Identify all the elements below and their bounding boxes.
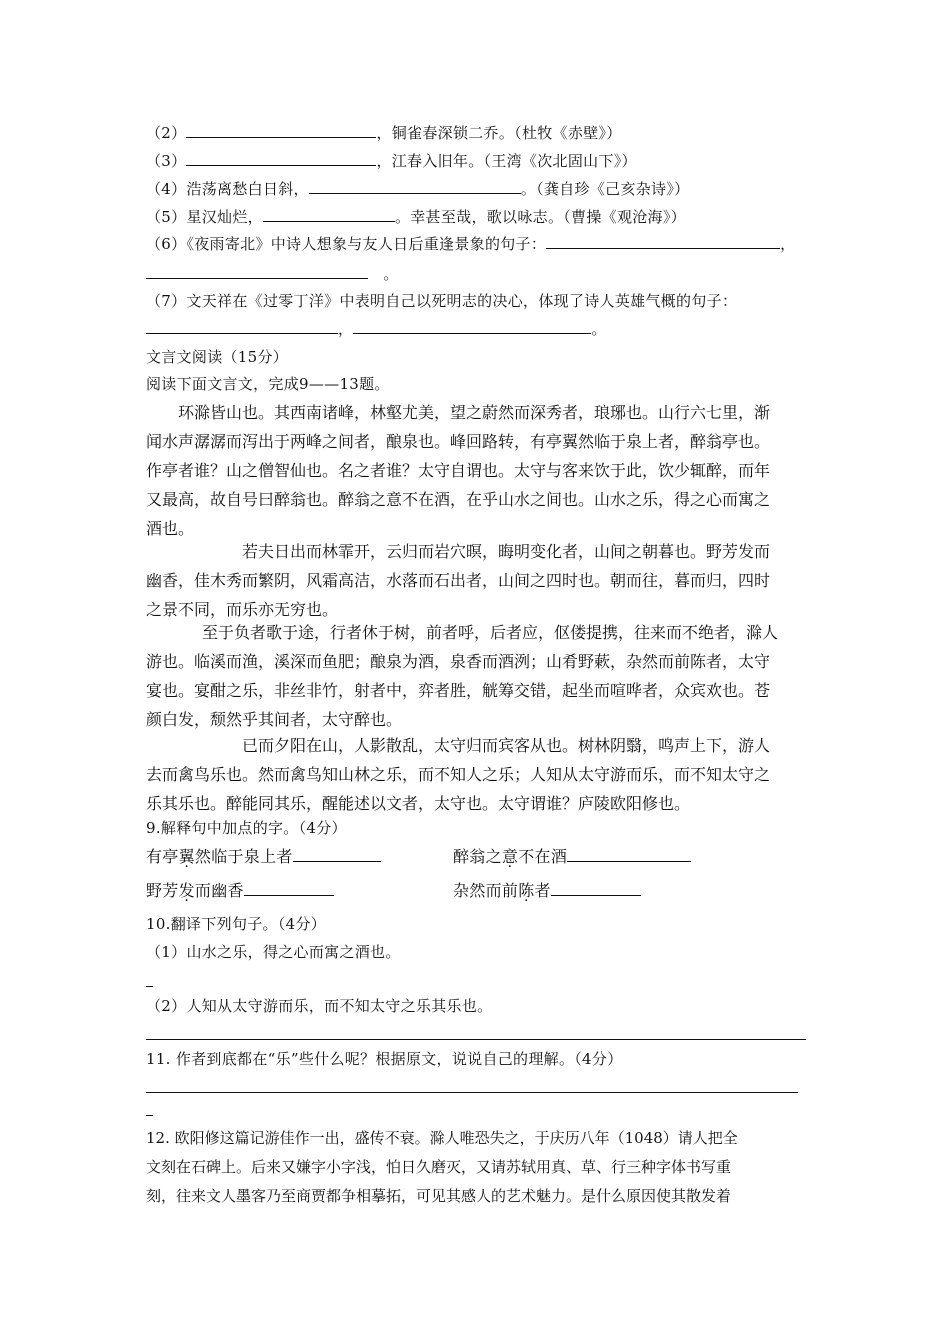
q10-sentence-1: （1）山水之乐，得之心而寓之酒也。 <box>146 943 401 961</box>
q10-title: 10.翻译下列句子。（4分） <box>146 915 327 933</box>
answer-blank[interactable] <box>309 178 521 194</box>
answer-blank[interactable] <box>546 233 780 249</box>
answer-blank[interactable] <box>146 1115 153 1116</box>
passage-paragraph-3: 至于负者歌于途，行者休于树，前者呼，后者应，伛偻提携，往来而不绝者，滁人 游也。临溪而渔，溪深而鱼肥；酿泉为酒，泉香而酒洌；山肴野蔌，杂然而前陈者，太守 宴也。宴酣之乐，非丝非竹，射者中，弈者胜，觥筹交错，起坐而喧哗者，众宾欢也。苍 颜白发，颓然乎其间者，太守醉也。 <box>146 623 779 729</box>
passage-paragraph-1: 环滁皆山也。其西南诸峰，林壑尤美，望之蔚然而深秀者，琅琊也。山行六七里，渐 闻水声潺潺而泻出于两峰之间者，酿泉也。峰回路转，有亭翼然临于泉上者，醉翁亭也。 作亭者谁？山之僧智仙也。名之者谁？太守自谓也。太守与客来饮于此，饮少辄醉，而年 又最高，故自号曰醉翁也。醉翁之意不在酒，在乎山水之间也。山水之乐，得之心而寓之 酒也。 <box>146 403 771 538</box>
answer-blank[interactable] <box>551 880 641 896</box>
q10-sentence-2: （2）人知从太守游而乐，而不知太守之乐其乐也。 <box>146 997 493 1015</box>
poem-q7: （7）文天祥在《过零丁洋》中表明自己以死明志的决心，体现了诗人英雄气概的句子： <box>146 292 738 310</box>
passage-paragraph-4: 已而夕阳在山，人影散乱，太守归而宾客从也。树林阴翳，鸣声上下，游人 去而禽鸟乐也。然而禽鸟知山林之乐，而不知人之乐；人知从太守游而乐，而不知太守之 乐其乐也。醉能同其乐，醒能述以文者，太守也。太守谓谁？庐陵欧阳修也。 <box>146 736 771 813</box>
answer-blank[interactable] <box>244 880 334 896</box>
q11-title: 11. 作者到底都在“乐”些什么呢？根据原文，说说自己的理解。（4分） <box>146 1050 623 1068</box>
poem-q4: （4）浩荡离愁白日斜， 。（龚自珍《己亥杂诗》） <box>146 180 690 198</box>
poem-q6-line2: 。 <box>146 263 399 284</box>
section-title: 文言文阅读（15分） <box>146 348 289 366</box>
answer-blank[interactable] <box>146 986 153 987</box>
poem-q7-line2: ， 。 <box>146 318 607 339</box>
q9-item-a: 有亭翼然临于泉上者 <box>146 846 381 867</box>
answer-line[interactable] <box>146 1092 798 1093</box>
answer-blank[interactable] <box>146 263 368 279</box>
answer-blank[interactable] <box>146 318 338 334</box>
answer-blank[interactable] <box>353 318 591 334</box>
answer-blank[interactable] <box>263 206 395 222</box>
q9-item-c: 野芳发而幽香 <box>146 880 334 901</box>
answer-blank[interactable] <box>567 846 691 862</box>
q9-item-b: 醉翁之意不在酒 <box>453 846 691 867</box>
q12-text: 12. 欧阳修这篇记游佳作一出，盛传不衰。滁人唯恐失之，于庆历八年（1048）请人把全 文刻在石碑上。后来又嫌字小字浅，怕日久磨灭，又请苏轼用真、草、行三种字体书写重 刻，往来文人墨客乃至商贾都争相摹拓，可见其感人的艺术魅力。是什么原因使其散发着 <box>146 1129 738 1205</box>
answer-blank[interactable] <box>186 122 376 138</box>
q9-title: 9.解释句中加点的字。（4分） <box>146 819 347 837</box>
poem-q5: （5）星汉灿烂， 。幸甚至哉，歌以咏志。（曹操《观沧海》） <box>146 208 686 226</box>
poem-q2: （2） ，铜雀春深锁二乔。（杜牧《赤壁》） <box>146 124 622 142</box>
q9-item-d: 杂然而前陈者 <box>453 880 641 901</box>
passage-paragraph-2: 若夫日出而林霏开，云归而岩穴暝，晦明变化者，山间之朝暮也。野芳发而 幽香，佳木秀而繁阴，风霜高洁，水落而石出者，山间之四时也。朝而往，暮而归，四时 之景不同，而乐亦无穷也。 <box>146 542 771 619</box>
section-instruction: 阅读下面文言文，完成9——13题。 <box>146 375 390 393</box>
answer-line[interactable] <box>146 1039 806 1040</box>
answer-blank[interactable] <box>186 150 376 166</box>
poem-q6: （6）《夜雨寄北》中诗人想象与友人日后重逢景象的句子： ， <box>146 235 796 253</box>
answer-blank[interactable] <box>293 846 381 862</box>
poem-q3: （3） ，江春入旧年。（王湾《次北固山下》） <box>146 152 637 170</box>
